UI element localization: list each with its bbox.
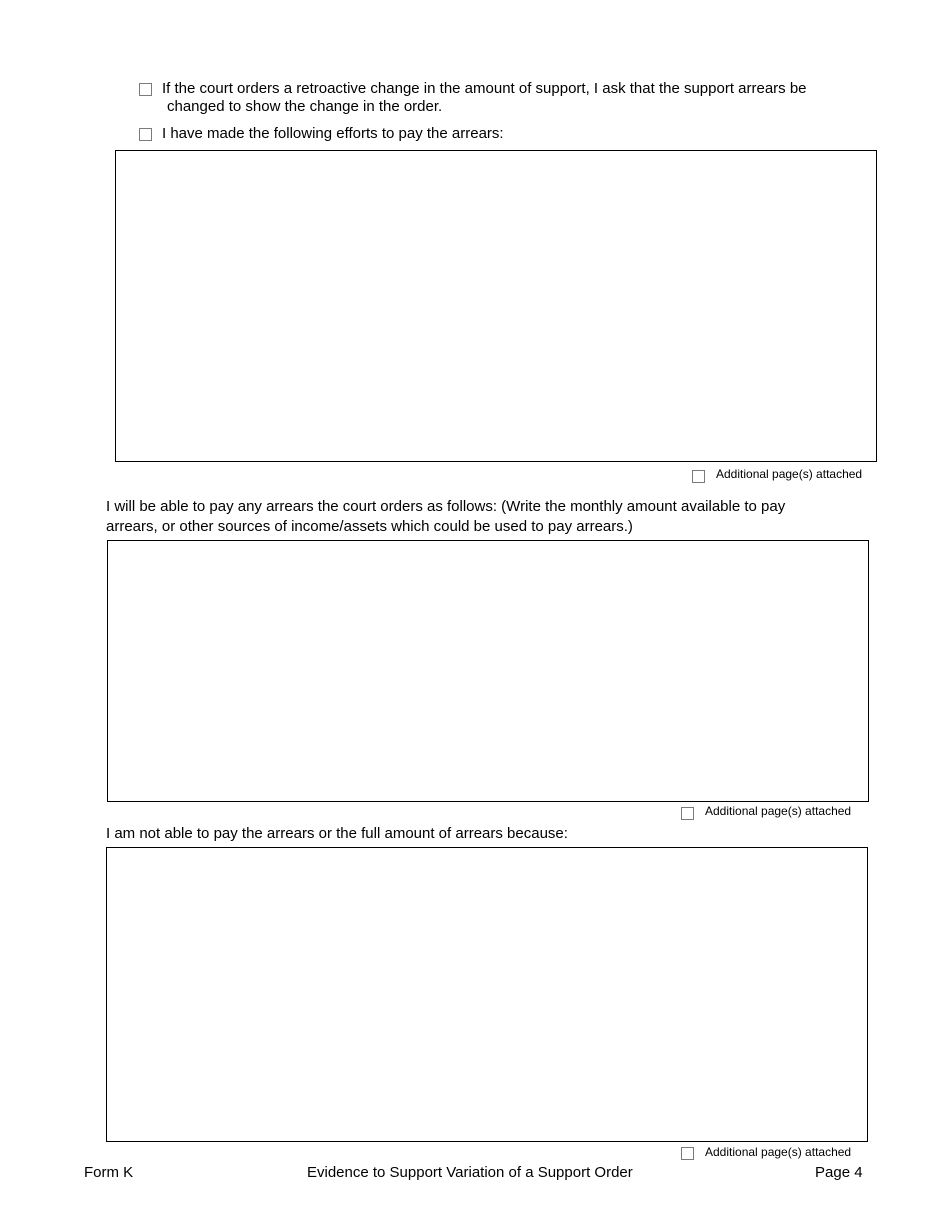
retroactive-change-label-line1: If the court orders a retroactive change in the amount of support, I ask that the support arrears be (162, 80, 807, 97)
ability-to-pay-textbox[interactable] (107, 540, 869, 802)
retroactive-change-checkbox[interactable] (139, 83, 152, 96)
ability-to-pay-prompt-line2: arrears, or other sources of income/assets which could be used to pay arrears.) (106, 518, 633, 535)
inability-additional-pages-checkbox[interactable] (681, 1147, 694, 1160)
efforts-additional-pages-label: Additional page(s) attached (716, 467, 863, 481)
inability-additional-pages-label: Additional page(s) attached (705, 1145, 852, 1159)
ability-additional-pages-label: Additional page(s) attached (705, 804, 852, 818)
retroactive-change-label-line2: changed to show the change in the order. (167, 98, 443, 115)
efforts-additional-pages-checkbox[interactable] (692, 470, 705, 483)
footer-page-number: Page 4 (815, 1164, 863, 1181)
footer-title: Evidence to Support Variation of a Support Order (307, 1164, 633, 1181)
efforts-checkbox[interactable] (139, 128, 152, 141)
inability-to-pay-prompt: I am not able to pay the arrears or the full amount of arrears because: (106, 825, 568, 842)
ability-to-pay-prompt-line1: I will be able to pay any arrears the court orders as follows: (Write the monthly amount available to pay (106, 498, 786, 515)
efforts-textbox[interactable] (115, 150, 877, 462)
efforts-label: I have made the following efforts to pay the arrears: (162, 125, 504, 142)
ability-additional-pages-checkbox[interactable] (681, 807, 694, 820)
footer-form-name: Form K (84, 1164, 134, 1181)
inability-to-pay-textbox[interactable] (106, 847, 868, 1142)
